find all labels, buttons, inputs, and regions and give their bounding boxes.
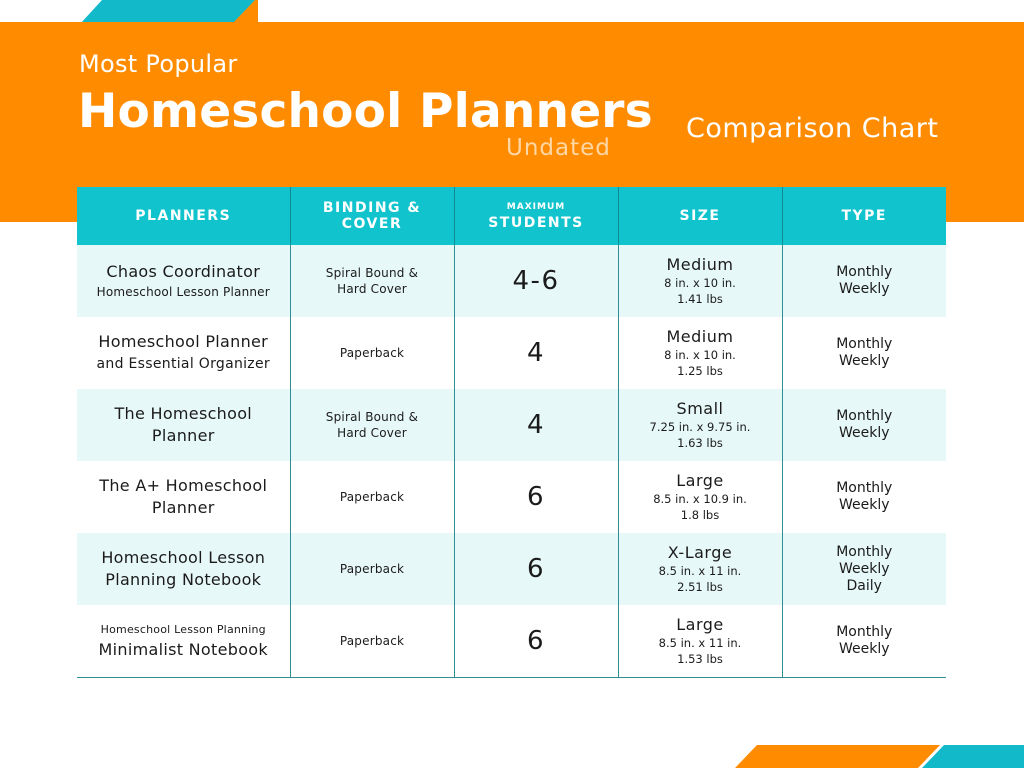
size-cell — [618, 317, 782, 389]
type-item: Weekly — [838, 497, 890, 513]
planner-name: Minimalist Notebook — [98, 640, 268, 659]
header-planners-label: PLANNERS — [135, 208, 232, 224]
planner-name-cell — [77, 317, 290, 389]
size-cell — [618, 533, 782, 605]
size-weight: 1.8 lbs — [680, 508, 720, 522]
planner-name: The Homeschool — [114, 404, 253, 423]
size-label: Large — [676, 471, 724, 490]
table-row — [77, 605, 946, 678]
pretitle: Most Popular — [79, 50, 238, 78]
students-cell: 4-6 — [454, 245, 618, 317]
size-label: Medium — [666, 327, 734, 346]
binding-cell — [290, 389, 454, 461]
table-row — [77, 389, 946, 461]
table-row — [77, 533, 946, 605]
planner-name-sub: Homeschool Lesson Planner — [96, 285, 270, 299]
binding-line1: Paperback — [339, 634, 405, 648]
students-cell: 6 — [454, 605, 618, 678]
size-dimensions: 8.5 in. x 10.9 in. — [653, 492, 747, 506]
planner-name-cell — [77, 533, 290, 605]
students-cell: 6 — [454, 461, 618, 533]
students-cell: 4 — [454, 389, 618, 461]
type-item: Monthly — [836, 480, 893, 496]
planner-name-cell — [77, 461, 290, 533]
type-item: Monthly — [836, 624, 893, 640]
chart-label: Comparison Chart — [686, 113, 939, 144]
binding-line1: Spiral Bound & — [325, 410, 419, 424]
type-item: Weekly — [838, 281, 890, 297]
students-cell: 4 — [454, 317, 618, 389]
table-row — [77, 461, 946, 533]
header-size-label: SIZE — [679, 208, 721, 224]
size-label: X-Large — [667, 543, 733, 562]
binding-line1: Spiral Bound & — [325, 266, 419, 280]
size-label: Small — [676, 399, 724, 418]
header-binding-line2: COVER — [341, 216, 403, 232]
table-row — [77, 317, 946, 389]
top-teal-stripe — [80, 0, 255, 24]
size-cell — [618, 389, 782, 461]
bottom-orange-stripe — [735, 745, 940, 768]
size-label: Large — [676, 615, 724, 634]
type-cell — [782, 533, 946, 605]
type-item: Weekly — [838, 425, 890, 441]
table-header-row — [77, 187, 946, 245]
size-dimensions: 7.25 in. x 9.75 in. — [649, 420, 751, 434]
header-planners — [77, 187, 290, 245]
size-label: Medium — [666, 255, 734, 274]
type-cell — [782, 605, 946, 678]
binding-line2: Hard Cover — [337, 282, 407, 296]
type-item: Monthly — [836, 264, 893, 280]
type-item: Monthly — [836, 543, 893, 560]
binding-line1: Paperback — [339, 490, 405, 504]
type-item: Weekly — [838, 560, 890, 577]
page-title: Homeschool Planners — [78, 84, 653, 139]
planner-name-sub: and Essential Organizer — [96, 356, 270, 372]
type-item: Monthly — [836, 336, 893, 352]
type-item: Monthly — [836, 408, 893, 424]
binding-cell — [290, 245, 454, 317]
header-type-label: TYPE — [841, 208, 887, 224]
planner-name: Homeschool Planner — [98, 332, 269, 351]
size-dimensions: 8.5 in. x 11 in. — [658, 564, 742, 578]
binding-cell — [290, 533, 454, 605]
binding-cell — [290, 605, 454, 678]
size-weight: 2.51 lbs — [677, 580, 723, 594]
binding-cell — [290, 461, 454, 533]
size-dimensions: 8 in. x 10 in. — [664, 348, 736, 362]
planner-name-cell — [77, 245, 290, 317]
students-cell: 6 — [454, 533, 618, 605]
planner-name-pre: Homeschool Lesson Planning — [100, 623, 266, 636]
size-cell — [618, 605, 782, 678]
planner-name-line2: Planning Notebook — [105, 570, 262, 589]
planner-name-cell — [77, 389, 290, 461]
type-cell — [782, 461, 946, 533]
type-cell — [782, 389, 946, 461]
header-type — [782, 187, 946, 245]
planner-name-cell — [77, 605, 290, 678]
binding-line2: Hard Cover — [337, 426, 407, 440]
planner-name-line2: Planner — [151, 498, 215, 517]
binding-line1: Paperback — [339, 562, 405, 576]
planner-name: The A+ Homeschool — [99, 476, 268, 495]
comparison-table — [77, 187, 946, 678]
table-row — [77, 245, 946, 317]
binding-cell — [290, 317, 454, 389]
header-students-big: STUDENTS — [488, 214, 584, 231]
planner-name: Chaos Coordinator — [106, 262, 261, 281]
header-size — [618, 187, 782, 245]
size-weight: 1.53 lbs — [677, 652, 723, 666]
planner-name-line2: Planner — [151, 426, 215, 445]
size-weight: 1.25 lbs — [677, 364, 723, 378]
planner-name: Homeschool Lesson — [101, 548, 266, 567]
header-students — [454, 187, 618, 245]
bottom-teal-stripe — [922, 745, 1024, 768]
subtitle: Undated — [506, 135, 611, 161]
type-cell — [782, 317, 946, 389]
size-weight: 1.41 lbs — [677, 292, 723, 306]
header-students-small: MAXIMUM — [506, 201, 566, 212]
size-cell — [618, 245, 782, 317]
type-item: Weekly — [838, 641, 890, 657]
size-weight: 1.63 lbs — [677, 436, 723, 450]
size-cell — [618, 461, 782, 533]
header-binding-line1: BINDING & — [322, 200, 422, 216]
size-dimensions: 8.5 in. x 11 in. — [658, 636, 742, 650]
type-item: Daily — [846, 577, 882, 594]
type-cell — [782, 245, 946, 317]
binding-line1: Paperback — [339, 346, 405, 360]
header-binding — [290, 187, 454, 245]
type-item: Weekly — [838, 353, 890, 369]
size-dimensions: 8 in. x 10 in. — [664, 276, 736, 290]
